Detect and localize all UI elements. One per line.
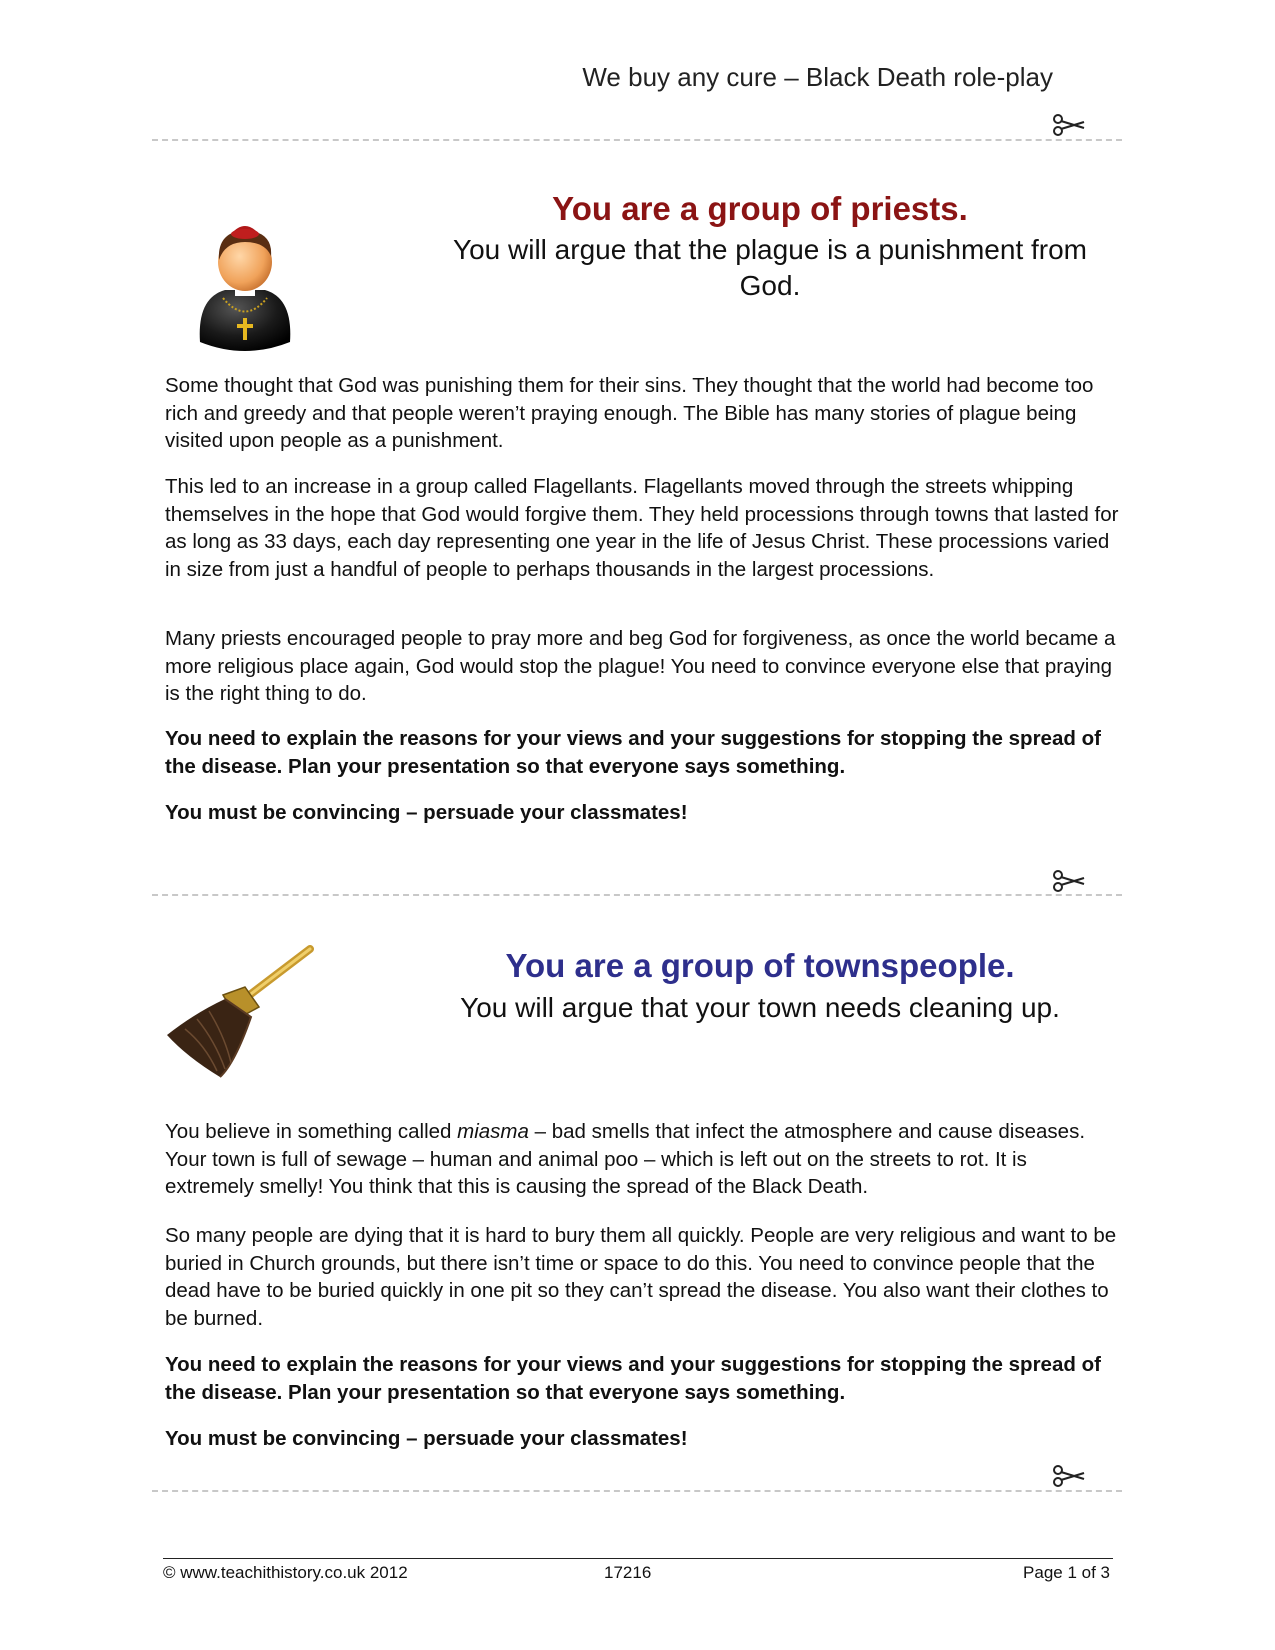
card-subtitle-priests bbox=[395, 232, 1145, 304]
miasma-term: miasma bbox=[457, 1120, 529, 1143]
paragraph bbox=[165, 1118, 1120, 1201]
scissors-icon bbox=[1052, 1465, 1086, 1487]
cut-line bbox=[152, 894, 1122, 896]
paragraph: Some thought that God was punishing them for their sins. They thought that the world had become too rich and greedy and that people weren’t praying enough. The Bible has many stories of plague being visited upon people as a punishment. bbox=[165, 374, 1094, 452]
subtitle-line: You will argue that the plague is a punishment from bbox=[452, 234, 1088, 265]
broom-icon bbox=[165, 945, 315, 1080]
scissors-icon bbox=[1052, 114, 1086, 136]
card-title-townspeople: You are a group of townspeople. bbox=[505, 947, 1015, 984]
paragraph: So many people are dying that it is hard to bury them all quickly. People are very religious and want to be buried in Church grounds, but there isn’t time or space to do this. You need to convince people that the dead have to be buried quickly in one pit so they can’t spread the disease. You also want their clothes to be burned. bbox=[165, 1224, 1117, 1330]
instruction-text: You must be convincing – persuade your classmates! bbox=[165, 801, 688, 824]
paragraph: Many priests encouraged people to pray more and beg God for forgiveness, as once the world became a more religious place again, God would stop the plague! You need to convince everyone else that praying is the right thing to do. bbox=[165, 627, 1116, 705]
paragraph: This led to an increase in a group called Flagellants. Flagellants moved through the streets whipping themselves in the hope that God would forgive them. They held processions through towns that lasted for as long as 33 days, each day representing one year in the life of Jesus Christ. These processions varied in size from just a handful of people to perhaps thousands in the largest processions. bbox=[165, 475, 1119, 581]
card-title-priests: You are a group of priests. bbox=[552, 190, 968, 227]
instruction-text: You must be convincing – persuade your classmates! bbox=[165, 1427, 688, 1450]
footer-copyright: © www.teachithistory.co.uk 2012 bbox=[163, 1563, 408, 1582]
cut-line bbox=[152, 139, 1122, 141]
subtitle-line: God. bbox=[739, 270, 801, 301]
document-title: We buy any cure – Black Death role-play bbox=[582, 62, 1053, 92]
scissors-icon bbox=[1052, 870, 1086, 892]
footer-rule bbox=[163, 1558, 1113, 1559]
footer-resource-code: 17216 bbox=[604, 1563, 652, 1582]
instruction-text: You need to explain the reasons for your views and your suggestions for stopping the spread of the disease. Plan your presentation so that everyone says something. bbox=[165, 727, 1101, 778]
paragraph-text: – bad smells that infect the atmosphere and cause diseases. Your town is full of sewage – human and animal poo – which is left out on the streets to rot. It is extremely smelly! You think that this is causing the spread of the Black Death. bbox=[165, 1120, 1086, 1198]
priest-icon bbox=[195, 220, 295, 355]
instruction-text: You need to explain the reasons for your views and your suggestions for stopping the spread of the disease. Plan your presentation so that everyone says something. bbox=[165, 1353, 1101, 1404]
card-subtitle-townspeople: You will argue that your town needs cleaning up. bbox=[460, 992, 1060, 1023]
paragraph-text: You believe in something called bbox=[165, 1120, 458, 1143]
footer-page-number: Page 1 of 3 bbox=[1023, 1563, 1110, 1582]
cut-line bbox=[152, 1490, 1122, 1492]
